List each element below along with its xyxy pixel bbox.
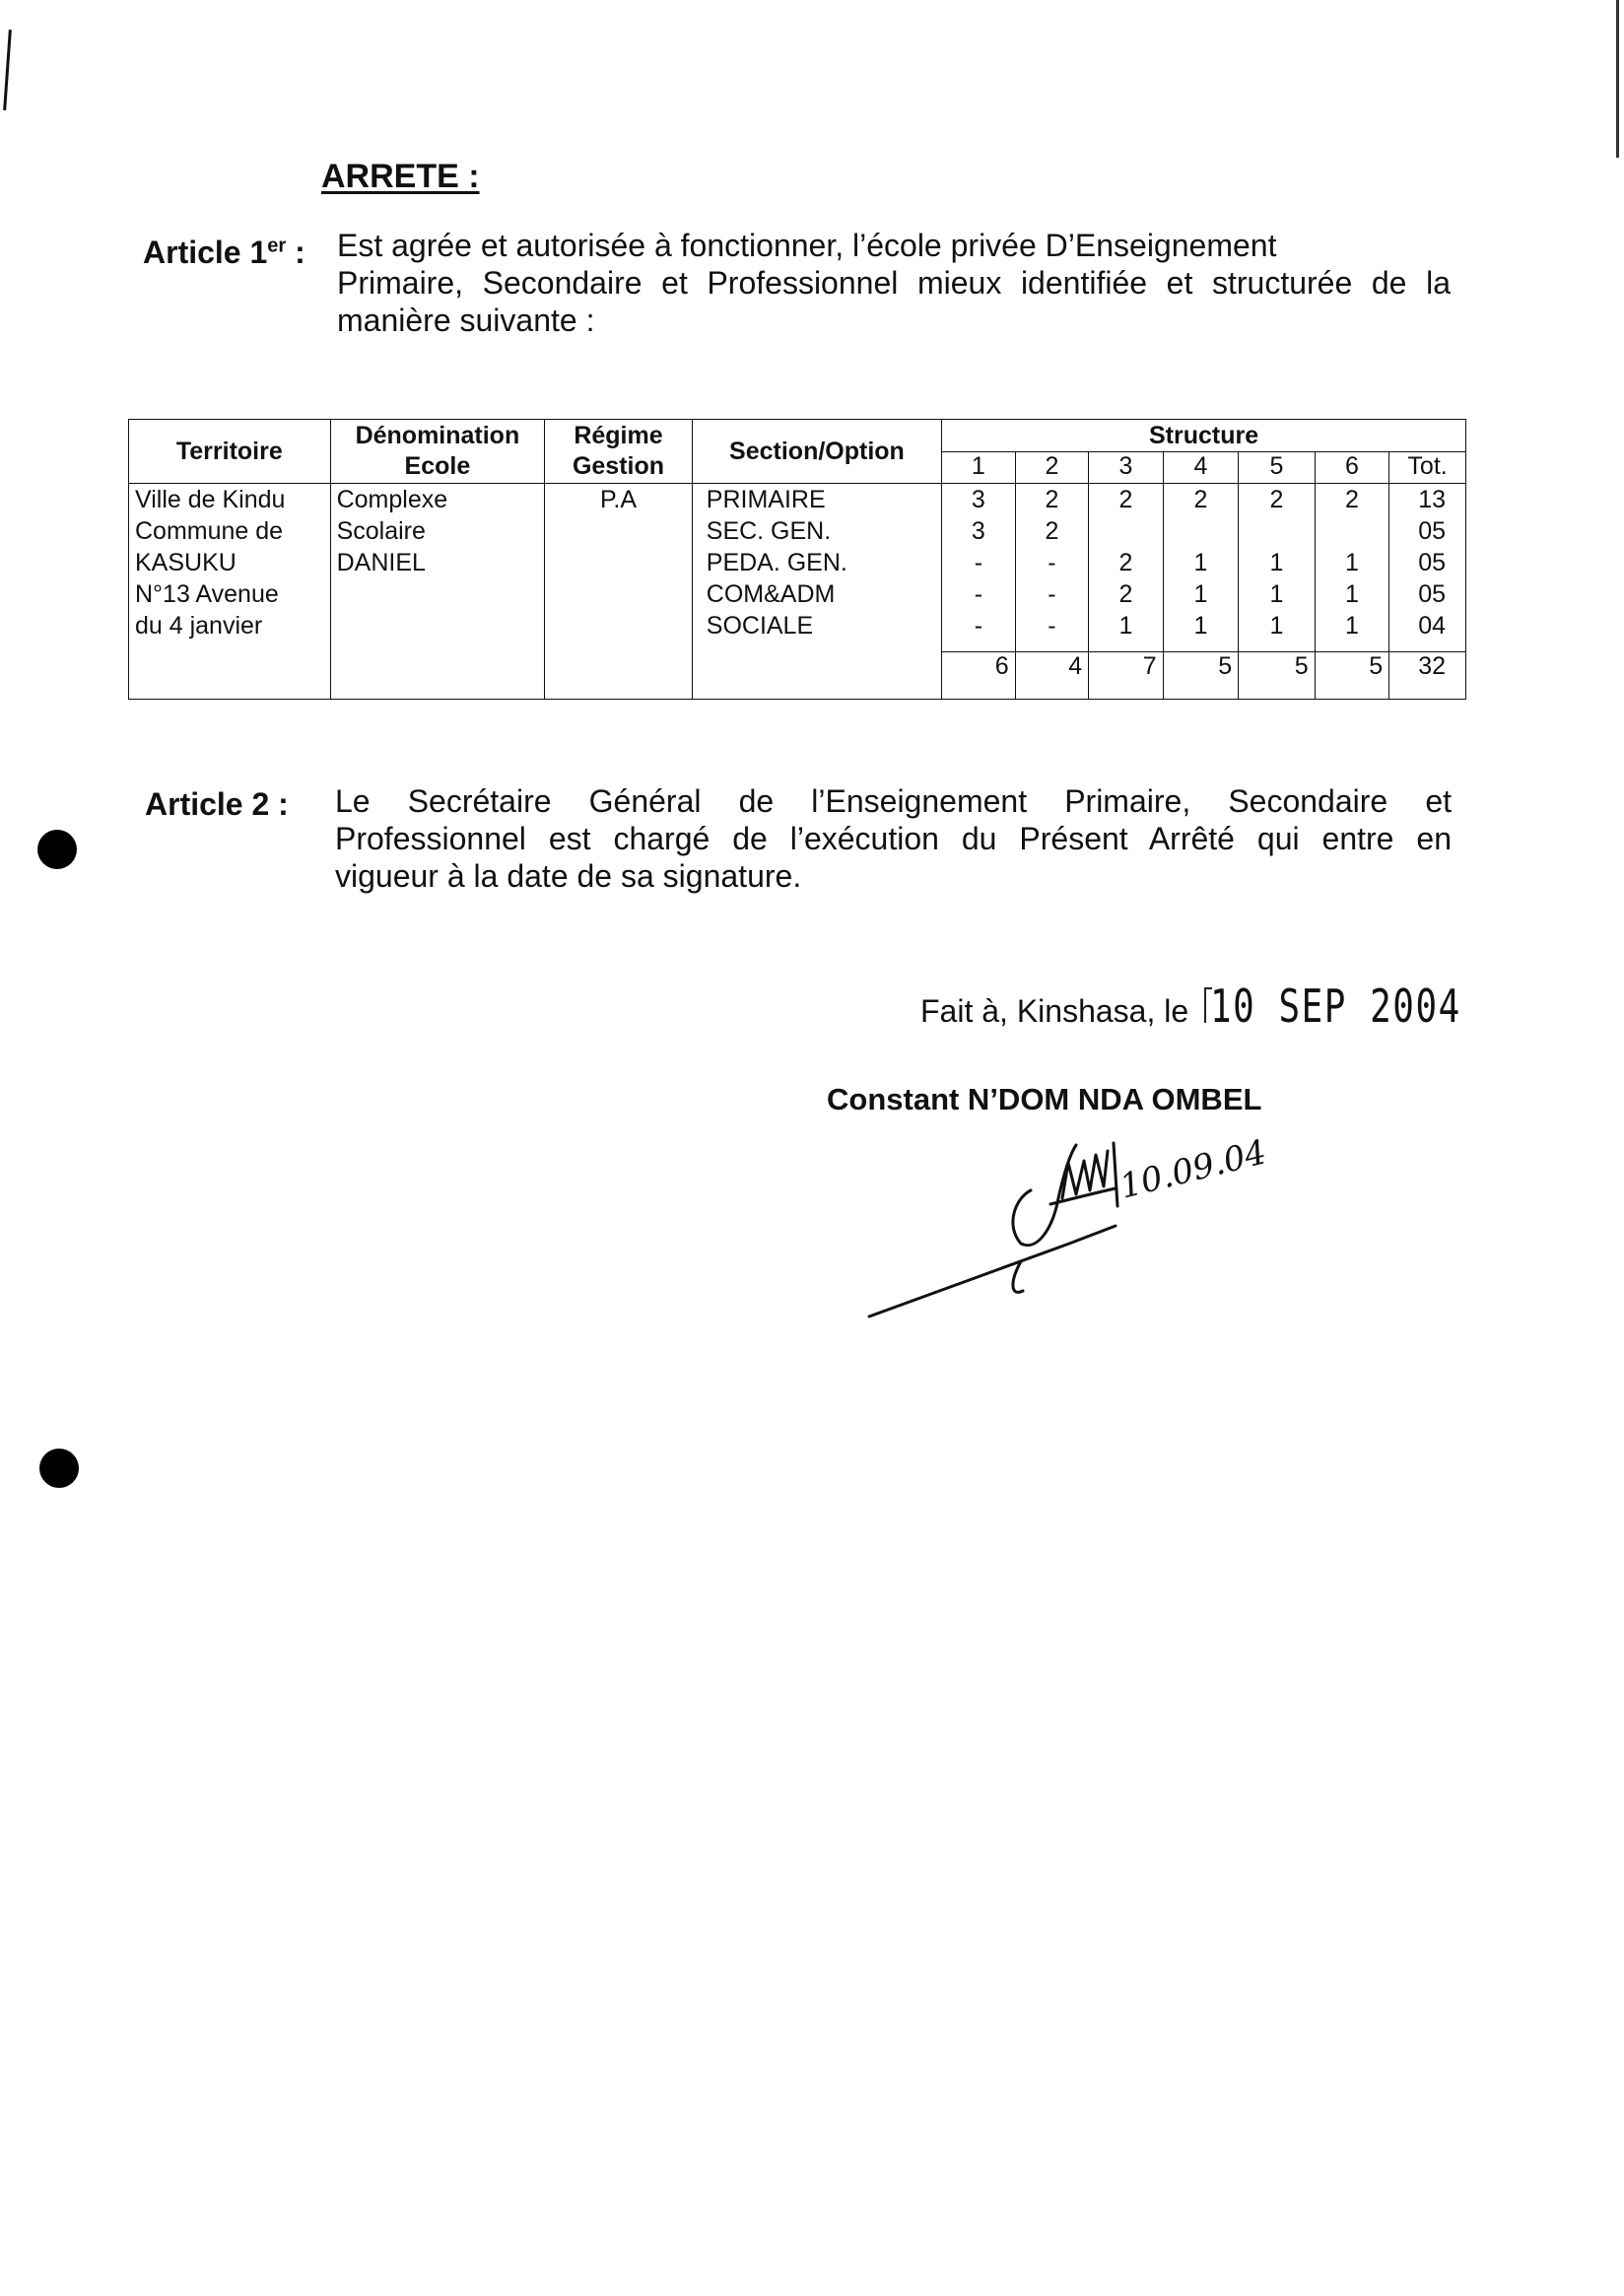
cell-regime: P.A bbox=[545, 484, 693, 700]
level-header: 2 bbox=[1015, 452, 1089, 484]
total-level-4: 5 bbox=[1163, 652, 1239, 700]
header-structure: Structure bbox=[942, 420, 1466, 452]
cell-level-6: 2 1 1 1 bbox=[1315, 484, 1389, 652]
decree-heading: ARRETE : bbox=[321, 158, 480, 195]
level-header: 6 bbox=[1315, 452, 1389, 484]
article2-line: vigueur à la date de sa signature. bbox=[335, 858, 802, 894]
cell-level-total: 13 05 05 05 04 bbox=[1389, 484, 1466, 652]
article1-line: manière suivante : bbox=[337, 303, 595, 338]
place-date-label: Fait à, Kinshasa, le bbox=[920, 993, 1189, 1029]
total-level-1: 6 bbox=[942, 652, 1016, 700]
margin-mark bbox=[1616, 0, 1619, 158]
article2-line: Le Secrétaire Général de l’Enseignement Primaire, Secondaire et bbox=[335, 783, 1452, 819]
date-stamp: 10 SEP 2004 bbox=[1210, 979, 1461, 1033]
cell-level-3: 2 2 2 1 bbox=[1089, 484, 1164, 652]
margin-mark bbox=[3, 30, 12, 110]
article1-line: Est agrée et autorisée à fonctionner, l’école privée D’Enseignement bbox=[337, 228, 1277, 263]
cell-sections: PRIMAIRE SEC. GEN. PEDA. GEN. COM&ADM SOCIALE bbox=[692, 484, 941, 652]
cell-level-5: 2 1 1 1 bbox=[1239, 484, 1315, 652]
header-section: Section/Option bbox=[692, 420, 941, 484]
article2-label: Article 2 : bbox=[145, 786, 289, 822]
total-level-6: 5 bbox=[1315, 652, 1389, 700]
signature-annotation: 10.09.04 bbox=[1116, 1132, 1271, 1207]
article1-label: Article 1er : bbox=[143, 235, 305, 270]
header-denomination: Dénomination Ecole bbox=[330, 420, 545, 484]
article2-text bbox=[335, 782, 1452, 895]
header-regime: Régime Gestion bbox=[545, 420, 693, 484]
article1-line: Primaire, Secondaire et Professionnel mieux identifiée et structurée de la bbox=[337, 265, 1451, 301]
level-header: 5 bbox=[1239, 452, 1315, 484]
cell-level-4: 2 1 1 1 bbox=[1163, 484, 1239, 652]
total-level-3: 7 bbox=[1089, 652, 1164, 700]
punch-hole bbox=[39, 1449, 79, 1488]
total-level-2: 4 bbox=[1015, 652, 1089, 700]
signer-name: Constant N’DOM NDA OMBEL bbox=[827, 1082, 1262, 1116]
structure-table bbox=[128, 419, 1466, 700]
signature bbox=[857, 1104, 1291, 1330]
total-grand: 32 bbox=[1389, 652, 1466, 700]
level-header: 4 bbox=[1163, 452, 1239, 484]
cell-level-1: 3 3 - - - bbox=[942, 484, 1016, 652]
level-header: Tot. bbox=[1389, 452, 1466, 484]
cell-territoire: Ville de Kindu Commune de KASUKU N°13 Avenue du 4 janvier bbox=[129, 484, 331, 700]
article2-line: Professionnel est chargé de l’exécution du Présent Arrêté qui entre en bbox=[335, 821, 1452, 856]
cell-level-2: 2 2 - - - bbox=[1015, 484, 1089, 652]
article1-text bbox=[337, 227, 1451, 339]
level-header: 3 bbox=[1089, 452, 1164, 484]
header-territoire: Territoire bbox=[129, 420, 331, 484]
cell-sections-blank bbox=[692, 652, 941, 700]
stamp-bracket bbox=[1204, 987, 1212, 1023]
cell-denomination: Complexe Scolaire DANIEL bbox=[330, 484, 545, 700]
level-header: 1 bbox=[942, 452, 1016, 484]
punch-hole bbox=[37, 830, 77, 869]
total-level-5: 5 bbox=[1239, 652, 1315, 700]
